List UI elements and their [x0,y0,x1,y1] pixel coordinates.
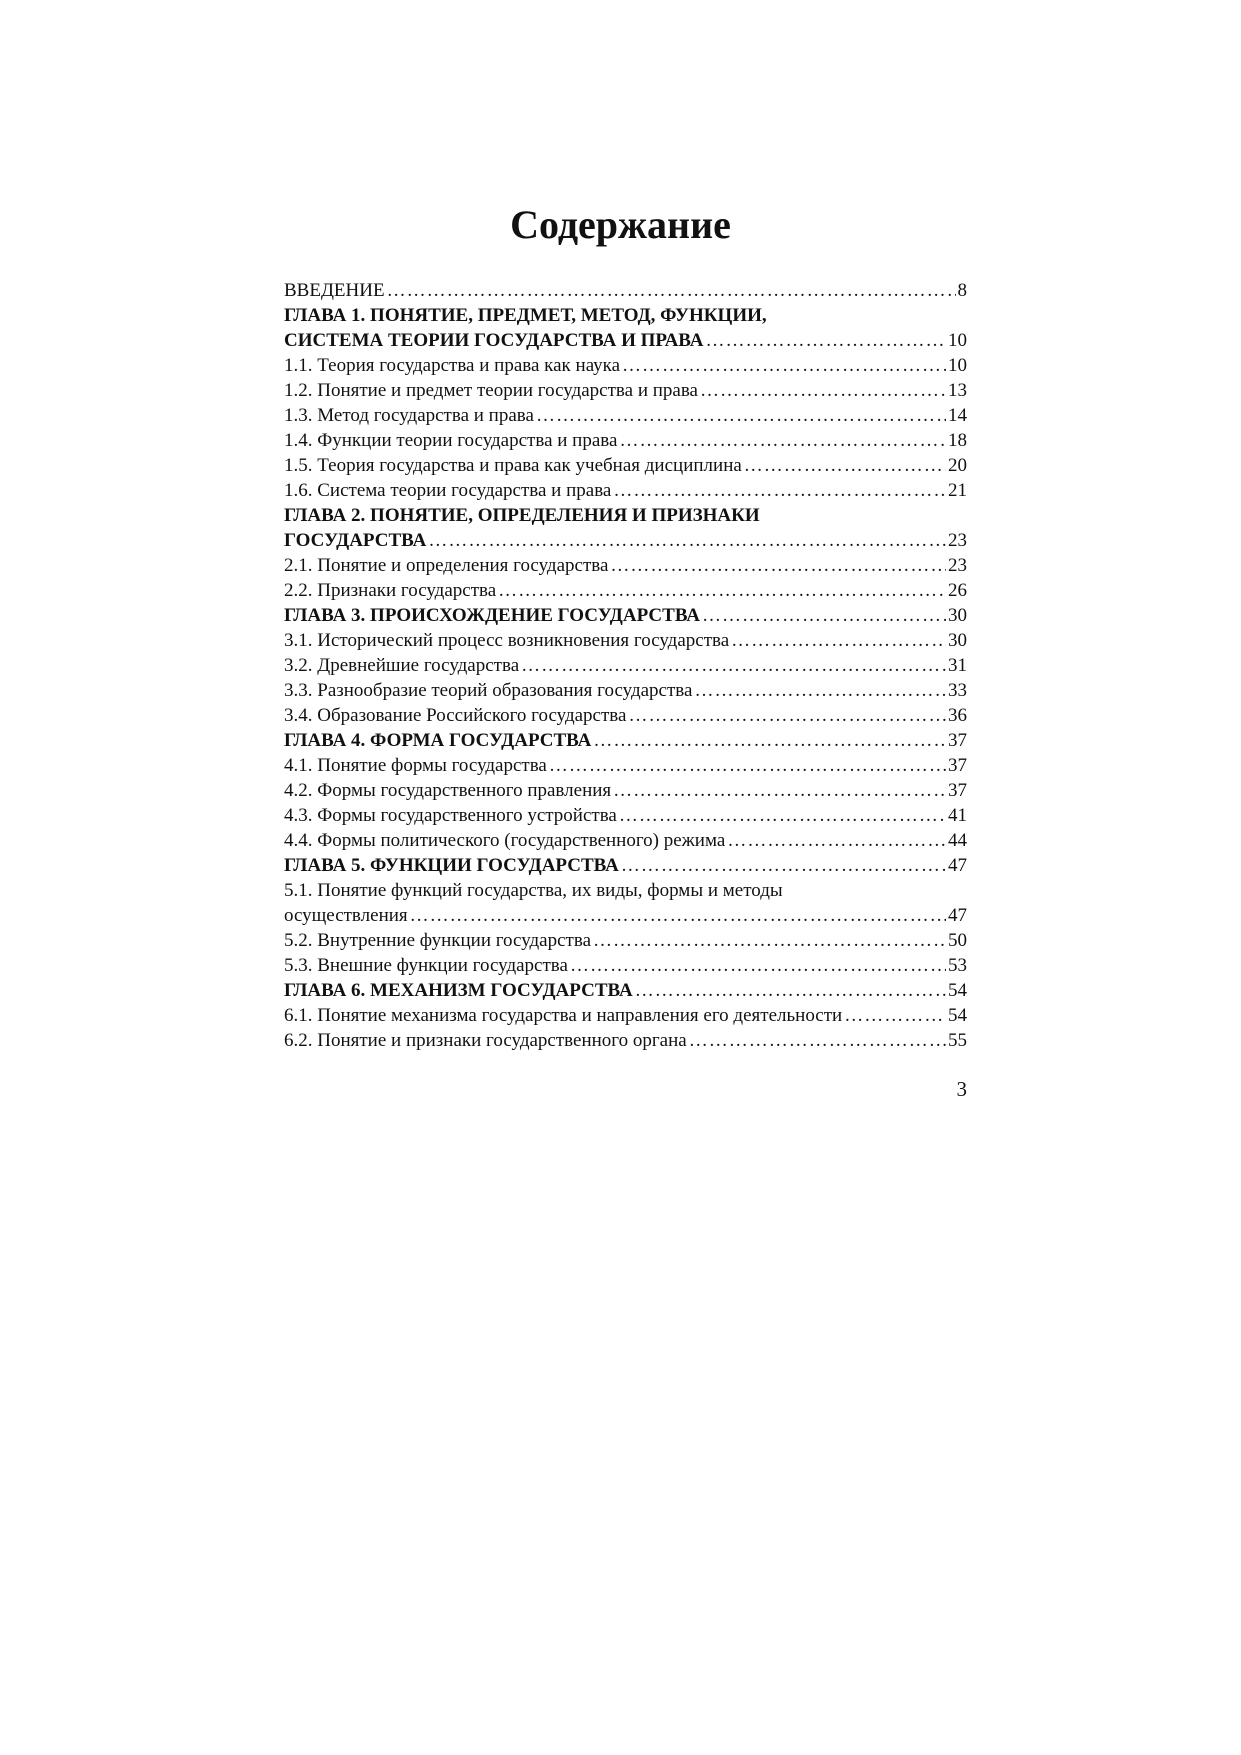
toc-entry-page: 36 [948,705,967,726]
toc-entry-title: 3.3. Разнообразие теорий образования государства [284,680,693,701]
toc-section-entry [284,578,967,603]
toc-entry-page: 21 [948,480,967,501]
toc-section-entry [284,428,967,453]
toc-chapter-entry [284,853,967,878]
dot-leader [844,1003,946,1028]
toc-section-entry [284,878,967,903]
dot-leader [635,978,946,1003]
toc-entry-page: 50 [948,930,967,951]
toc-entry-page: 10 [948,355,967,376]
toc-chapter-entry [284,303,967,328]
toc-entry-title: 3.4. Образование Российского государства [284,705,627,726]
toc-section-entry [284,403,967,428]
toc-entry-page: 18 [948,430,967,451]
page-number: 3 [956,1077,967,1101]
toc-entry-page: 54 [948,980,967,1001]
toc-entry-title: ГЛАВА 5. ФУНКЦИИ ГОСУДАРСТВА [284,855,619,876]
toc-entry-title: осуществления [284,905,408,926]
toc-chapter-entry [284,603,967,628]
toc-entry-title: СИСТЕМА ТЕОРИИ ГОСУДАРСТВА И ПРАВА [284,330,704,351]
toc-section-entry [284,803,967,828]
dot-leader [536,403,946,428]
toc-entry-page: 8 [957,280,967,301]
toc-section-entry [284,753,967,778]
toc-entry-page: 20 [948,455,967,476]
toc-section-entry [284,778,967,803]
toc-entry-page: 31 [948,655,967,676]
toc-entry-title: 1.1. Теория государства и права как наука [284,355,621,376]
dot-leader [744,453,946,478]
dot-leader [521,653,946,678]
dot-leader [619,803,946,828]
dot-leader [610,553,946,578]
dot-leader [410,903,946,928]
toc-entry-title: ГЛАВА 6. МЕХАНИЗМ ГОСУДАРСТВА [284,980,633,1001]
dot-leader [706,328,946,353]
table-of-contents [284,278,967,1053]
toc-entry-page: 37 [948,780,967,801]
toc-section-entry [284,628,967,653]
toc-entry-title: ГЛАВА 3. ПРОИСХОЖДЕНИЕ ГОСУДАРСТВА [284,605,701,626]
toc-entry-page: 23 [948,530,967,551]
toc-section-entry [284,653,967,678]
toc-entry-page: 37 [948,755,967,776]
dot-leader [628,703,946,728]
toc-entry-page: 44 [948,830,967,851]
toc-section-entry [284,278,967,303]
toc-entry-title: 4.2. Формы государственного правления [284,780,612,801]
dot-leader [387,278,956,303]
toc-section-entry [284,453,967,478]
toc-entry-title: 4.1. Понятие формы государства [284,755,547,776]
toc-section-entry [284,1003,967,1028]
toc-entry-page: 53 [948,955,967,976]
dot-leader [613,478,946,503]
dot-leader [593,928,946,953]
toc-entry-page: 30 [948,605,967,626]
toc-section-entry [284,378,967,403]
toc-chapter-entry [284,328,967,353]
toc-chapter-entry [284,528,967,553]
toc-chapter-entry [284,728,967,753]
toc-entry-title: 2.1. Понятие и определения государства [284,555,609,576]
toc-section-entry [284,1028,967,1053]
toc-entry-title: 1.4. Функции теории государства и права [284,430,618,451]
dot-leader [613,778,946,803]
toc-entry-page: 37 [948,730,967,751]
toc-entry-title: 1.6. Система теории государства и права [284,480,612,501]
toc-section-entry [284,903,967,928]
dot-leader [622,353,946,378]
toc-entry-page: 55 [948,1030,967,1051]
toc-entry-title: 6.2. Понятие и признаки государственного органа [284,1030,687,1051]
toc-entry-page: 30 [948,630,967,651]
toc-section-entry [284,928,967,953]
toc-section-entry [284,353,967,378]
toc-entry-title: 3.2. Древнейшие государства [284,655,520,676]
toc-section-entry [284,703,967,728]
toc-section-entry [284,478,967,503]
dot-leader [689,1028,946,1053]
dot-leader [498,578,946,603]
dot-leader [727,828,946,853]
toc-entry-title: 1.2. Понятие и предмет теории государства и права [284,380,698,401]
toc-entry-title: ВВЕДЕНИЕ [284,280,385,301]
toc-entry-title: 4.4. Формы политического (государственного) режима [284,830,726,851]
toc-entry-page: 41 [948,805,967,826]
toc-entry-title: 5.3. Внешние функции государства [284,955,568,976]
toc-section-entry [284,828,967,853]
toc-entry-title: ГЛАВА 2. ПОНЯТИЕ, ОПРЕДЕЛЕНИЯ И ПРИЗНАКИ [284,505,760,526]
toc-section-entry [284,553,967,578]
toc-entry-title: 2.2. Признаки государства [284,580,497,601]
toc-entry-page: 47 [948,855,967,876]
toc-section-entry [284,678,967,703]
toc-entry-title: 1.5. Теория государства и права как учебная дисциплина [284,455,742,476]
toc-chapter-entry [284,978,967,1003]
toc-entry-page: 13 [948,380,967,401]
toc-entry-page: 26 [948,580,967,601]
toc-entry-title: 3.1. Исторический процесс возникновения государства [284,630,730,651]
dot-leader [621,853,946,878]
dot-leader [570,953,946,978]
toc-entry-title: 5.1. Понятие функций государства, их виды, формы и методы [284,880,783,901]
toc-section-entry [284,953,967,978]
dot-leader [549,753,946,778]
toc-entry-page: 54 [948,1005,967,1026]
dot-leader [593,728,946,753]
toc-entry-title: ГЛАВА 1. ПОНЯТИЕ, ПРЕДМЕТ, МЕТОД, ФУНКЦИИ, [284,305,767,326]
toc-entry-title: 4.3. Формы государственного устройства [284,805,617,826]
dot-leader [694,678,946,703]
toc-entry-page: 47 [948,905,967,926]
toc-entry-title: 1.3. Метод государства и права [284,405,534,426]
toc-entry-page: 14 [948,405,967,426]
dot-leader [428,528,946,553]
toc-entry-page: 10 [948,330,967,351]
page-title: Содержание [510,202,731,247]
toc-entry-page: 23 [948,555,967,576]
toc-chapter-entry [284,503,967,528]
toc-entry-title: ГЛАВА 4. ФОРМА ГОСУДАРСТВА [284,730,592,751]
toc-entry-title: 5.2. Внутренние функции государства [284,930,592,951]
toc-entry-page: 33 [948,680,967,701]
dot-leader [702,603,946,628]
toc-entry-title: 6.1. Понятие механизма государства и направления его деятельности [284,1005,843,1026]
toc-entry-title: ГОСУДАРСТВА [284,530,427,551]
dot-leader [619,428,946,453]
dot-leader [731,628,946,653]
dot-leader [700,378,946,403]
